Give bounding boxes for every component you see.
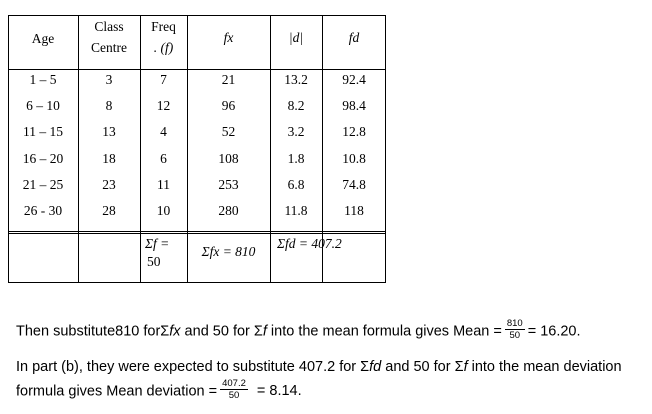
header-class-centre-line1: Class xyxy=(94,19,124,34)
table-cell: 4 xyxy=(160,124,167,139)
paragraph-text: into the mean deviation xyxy=(467,359,622,375)
table-cell: 74.8 xyxy=(342,177,366,192)
fraction-numerator: 407.2 xyxy=(222,378,246,389)
table-cell: 26 - 30 xyxy=(23,203,63,218)
table-cell: 12 xyxy=(156,98,171,113)
fraction-denominator: 50 xyxy=(509,330,521,341)
table-cell: 96 xyxy=(221,98,236,113)
table-cell: 10.8 xyxy=(342,151,366,166)
table-cell: 13 xyxy=(102,124,116,139)
frequency-table xyxy=(8,15,386,283)
table-cell: 16 – 20 xyxy=(22,151,64,166)
table-cell: 6 xyxy=(160,151,167,166)
mean-result: = 16.20. xyxy=(527,323,581,340)
table-cell: 7 xyxy=(160,72,167,87)
table-cell: 11 xyxy=(157,177,170,192)
table-cell: 21 – 25 xyxy=(22,177,64,192)
table-cell: 8.2 xyxy=(287,98,305,113)
table-cell: 1.8 xyxy=(287,151,305,166)
mean-fraction xyxy=(505,318,525,341)
header-freq-line1: Freq xyxy=(151,19,176,34)
table-cell: 92.4 xyxy=(342,72,366,87)
table-cell: 28 xyxy=(102,203,116,218)
header-fx: fx xyxy=(223,30,234,45)
table-cell: 118 xyxy=(344,203,364,218)
table-cell: 108 xyxy=(218,151,239,166)
table-cell: 98.4 xyxy=(342,98,366,113)
header-class-centre-line2: Centre xyxy=(91,40,127,55)
table-cell: 1 – 5 xyxy=(29,72,57,87)
table-cell: 8 xyxy=(105,98,113,113)
header-fd: fd xyxy=(348,30,360,45)
paragraph-text: into the mean formula gives Mean = xyxy=(266,323,502,340)
table-cell: 52 xyxy=(221,124,236,139)
header-freq-line2: . (f) xyxy=(153,40,174,55)
paragraph-text: fx xyxy=(169,323,181,340)
table-cell: 18 xyxy=(102,151,116,166)
table-cell: 13.2 xyxy=(284,72,308,87)
mean-deviation-paragraph-line1 xyxy=(16,359,622,375)
sum-f-line1: Σf = xyxy=(145,236,170,251)
mean-deviation-paragraph-line2 xyxy=(16,380,302,403)
table-cell: 6.8 xyxy=(287,177,305,192)
paragraph-text: and 50 for Σ xyxy=(381,359,464,375)
table-cell: 3 xyxy=(105,72,113,87)
table-cell: 10 xyxy=(156,203,171,218)
mean-paragraph xyxy=(16,320,581,343)
table-cell: 21 xyxy=(221,72,236,87)
sum-f-line2: 50 xyxy=(147,254,161,269)
table-cell: 11 – 15 xyxy=(23,124,63,139)
paragraph-text: f xyxy=(262,323,267,340)
table-cell: 6 – 10 xyxy=(26,98,60,113)
mean-deviation-fraction xyxy=(220,378,248,401)
sum-fd: Σfd = 407.2 xyxy=(277,236,342,251)
fraction-denominator: 50 xyxy=(228,390,240,401)
table-cell: 3.2 xyxy=(287,124,305,139)
header-age: Age xyxy=(31,31,55,46)
table-cell: 12.8 xyxy=(342,124,366,139)
paragraph-text: formula gives Mean deviation = xyxy=(16,383,218,400)
mean-deviation-result: = 8.14. xyxy=(256,383,302,400)
paragraph-text: Then substitute810 forΣ xyxy=(16,323,170,340)
paragraph-text: In part (b), they were expected to substitute 407.2 for Σ xyxy=(16,359,370,375)
table-cell: 280 xyxy=(218,203,239,218)
header-d: |d| xyxy=(288,30,304,45)
table-cell: 23 xyxy=(102,177,116,192)
paragraph-text: fd xyxy=(369,359,382,375)
paragraph-text: and 50 for Σ xyxy=(180,323,263,340)
fraction-numerator: 810 xyxy=(506,318,523,329)
table-cell: 11.8 xyxy=(284,203,308,218)
paragraph-text: f xyxy=(463,359,468,375)
sum-fx: Σfx = 810 xyxy=(201,244,256,259)
table-cell: 253 xyxy=(218,177,239,192)
